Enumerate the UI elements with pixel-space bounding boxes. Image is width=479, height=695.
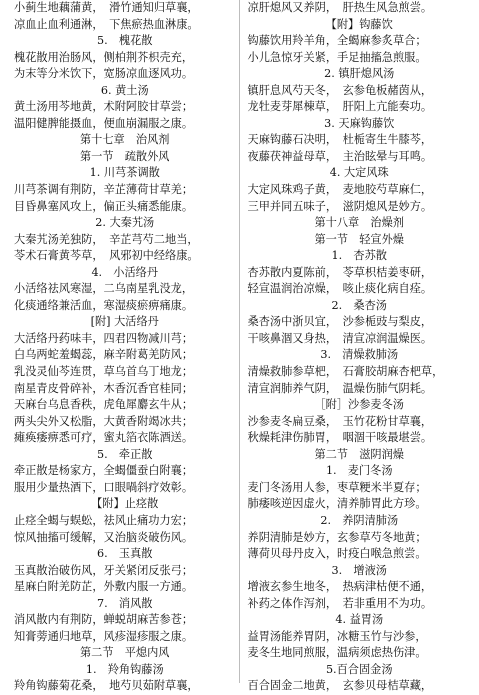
verse-line: 温阳健脾能摄血，便血崩漏服之康。 (14, 116, 236, 133)
verse-line: 三甲并同五味子， 滋阴熄风是妙方。 (248, 199, 472, 216)
verse-line: 乳没灵仙芩连贯，草乌首乌丁地龙； (14, 364, 236, 381)
verse-line: 沙参麦冬扁豆桑， 玉竹花粉甘草襄， (248, 414, 472, 431)
verse-line: 钩藤饮用羚羊角，全蝎麻参炙草合； (248, 33, 472, 50)
section-heading: 4. 大定风珠 (248, 165, 472, 182)
verse-line: 玉真散治破伤风，牙关紧闭反张弓； (14, 563, 236, 580)
verse-line: 牵正散是杨家方，全蝎僵蚕白附襄； (14, 463, 236, 480)
verse-line: 百合固金二地黄， 玄参贝母桔草藏， (248, 678, 472, 695)
verse-line: 消风散内有荆防，蝉蜕胡麻苦参苍； (14, 612, 236, 629)
verse-line: 大活络丹药味丰，四君四物减川芎； (14, 331, 236, 348)
section-heading: 2. 镇肝熄风汤 (248, 66, 472, 83)
verse-line: 苓术石膏黄芩草， 风邪初中经络康。 (14, 248, 236, 265)
verse-line: 大秦艽汤羌独防， 辛芷芎芍二地当， (14, 232, 236, 249)
verse-line: 止痉全蝎与蜈蚣，祛风止痛功力宏； (14, 513, 236, 530)
verse-line: 桑杏汤中浙贝宜， 沙参栀豉与梨皮， (248, 314, 472, 331)
verse-line: 秋燥耗津伤肺胃， 咽涸干咳最堪尝。 (248, 430, 472, 447)
verse-line: 槐花散用治肠风，侧柏荆芥枳壳充， (14, 50, 236, 67)
verse-line: 两头尖外又松脂，大黄香附竭冰共； (14, 414, 236, 431)
verse-line: 凉血止血利通淋， 下焦瘀热血淋康。 (14, 17, 236, 34)
verse-line: 化痰通络兼活血，寒湿痰瘀痹痛康。 (14, 298, 236, 315)
verse-line: 清宣润肺养气阴， 温燥伤肺气阴耗。 (248, 381, 472, 398)
section-heading: 6. 玉真散 (14, 546, 236, 563)
verse-line: 南星青皮骨碎补，木香沉香官桂同； (14, 381, 236, 398)
section-heading: 3. 清燥救肺汤 (248, 347, 472, 364)
section-heading: 1. 羚角钩藤汤 (14, 662, 236, 679)
section-heading: 1. 麦门冬汤 (248, 463, 472, 480)
verse-line: 干咳鼻涸又身热， 清宣凉润温燥医。 (248, 331, 472, 348)
verse-line: 麦冬生地同煎服，温病须虑热伤津。 (248, 645, 472, 662)
section-heading: 3. 天麻钩藤饮 (248, 116, 472, 133)
verse-line: 麦门冬汤用人参，枣草粳米半夏存； (248, 480, 472, 497)
verse-line: 夜藤茯神益母草， 主治眩晕与耳鸣。 (248, 149, 472, 166)
section-heading: 2. 桑杏汤 (248, 298, 472, 315)
verse-line: 服用少量热酒下，口眼喎斜疗效彰。 (14, 480, 236, 497)
column-divider (239, 0, 240, 683)
verse-line: 镇肝息风芍天冬， 玄参龟板赭茵从， (248, 83, 472, 100)
verse-line: 星麻白附羌防芷，外敷内服一方通。 (14, 579, 236, 596)
section-heading: [附] 大活络丹 (14, 314, 236, 331)
section-heading: 第一节 疏散外风 (14, 149, 236, 166)
section-heading: 【附】止痉散 (14, 496, 236, 513)
verse-line: 为末等分米饮下，宽肠凉血逐风功。 (14, 66, 236, 83)
verse-line: 养阴清肺是妙方，玄参草芍冬地黄； (248, 530, 472, 547)
verse-line: 目昏鼻塞风攻上，偏正头痛悉能康。 (14, 199, 236, 216)
section-heading: 2. 大秦艽汤 (14, 215, 236, 232)
verse-line: 肺痿咳逆因虚火，清养肺胃此方珍。 (248, 496, 472, 513)
verse-line: 小活络祛风寒湿，二乌南星乳没龙， (14, 281, 236, 298)
section-heading: 第二节 平熄内风 (14, 645, 236, 662)
section-heading: 第一节 轻宣外燥 (248, 232, 472, 249)
right-column (240, 0, 479, 683)
verse-line: 川芎茶调有荆防，辛芷薄荷甘草羌； (14, 182, 236, 199)
verse-line: 小儿急惊牙关紧，手足抽搐急煎服。 (248, 50, 472, 67)
left-column (0, 0, 240, 683)
verse-line: 天麻台乌息香秩，虎龟犀麝玄牛从； (14, 397, 236, 414)
section-heading: 7. 消风散 (14, 596, 236, 613)
verse-line: 惊风抽搐可缓解，又治脑炎破伤风。 (14, 530, 236, 547)
verse-line: 瘫痪痿痹悉可疗，蜜丸箔衣陈酒送。 (14, 430, 236, 447)
verse-line: 清燥救肺参草杷， 石膏胶胡麻杏杷草， (248, 364, 472, 381)
verse-line: 龙牡麦芽犀棟草， 肝阳上亢能奏功。 (248, 99, 472, 116)
verse-line: 益胃汤能养胃阴，冰糖玉竹与沙参， (248, 629, 472, 646)
section-heading: 5.百合固金汤 (248, 662, 472, 679)
section-heading: 4. 益胃汤 (248, 612, 472, 629)
verse-line: 天麻钩藤石决明， 杜栀寄生牛膝芩， (248, 132, 472, 149)
verse-line: 羚角钩藤菊花桑， 地芍贝茹附草襄， (14, 678, 236, 695)
section-heading: 第十七章 治风剂 (14, 132, 236, 149)
section-heading: 5. 槐花散 (14, 33, 236, 50)
section-heading: 【附】钩藤饮 (248, 17, 472, 34)
section-heading: 6. 黄土汤 (14, 83, 236, 100)
section-heading: 第二节 滋阴润燥 (248, 447, 472, 464)
section-heading: ［附］沙参麦冬汤 (248, 397, 472, 414)
verse-line: 小蓟生地藕蒲黄， 滑竹通知归草襄， (14, 0, 236, 17)
verse-line: 增液玄参生地冬， 热病津枯便不通， (248, 579, 472, 596)
verse-line: 大定风珠鸡子黄， 麦地胶芍草麻仁， (248, 182, 472, 199)
section-heading: 5. 牵正散 (14, 447, 236, 464)
verse-line: 杏苏散内夏陈前， 苓草枳桔姜枣研， (248, 265, 472, 282)
section-heading: 2. 养阴清肺汤 (248, 513, 472, 530)
section-heading: 第十八章 治燥剂 (248, 215, 472, 232)
verse-line: 黄土汤用芩地黄，术附阿胶甘草尝； (14, 99, 236, 116)
verse-line: 白乌两蛇羞蝎蕊，麻辛附葛羌防风； (14, 347, 236, 364)
verse-line: 补药之体作泻剂， 若非重用不为功。 (248, 596, 472, 613)
verse-line: 凉肝熄风又养阴， 肝热生风急煎尝。 (248, 0, 472, 17)
verse-line: 薄荷贝母丹皮入，时疫白喉急煎尝。 (248, 546, 472, 563)
section-heading: 3. 增液汤 (248, 563, 472, 580)
verse-line: 知膏蒡通归地草，风疹湿疹服之康。 (14, 629, 236, 646)
section-heading: 4. 小活络丹 (14, 265, 236, 282)
section-heading: 1. 川芎茶调散 (14, 165, 236, 182)
verse-line: 轻宣温润治凉燥， 咳止痰化病自痊。 (248, 281, 472, 298)
section-heading: 1. 杏苏散 (248, 248, 472, 265)
